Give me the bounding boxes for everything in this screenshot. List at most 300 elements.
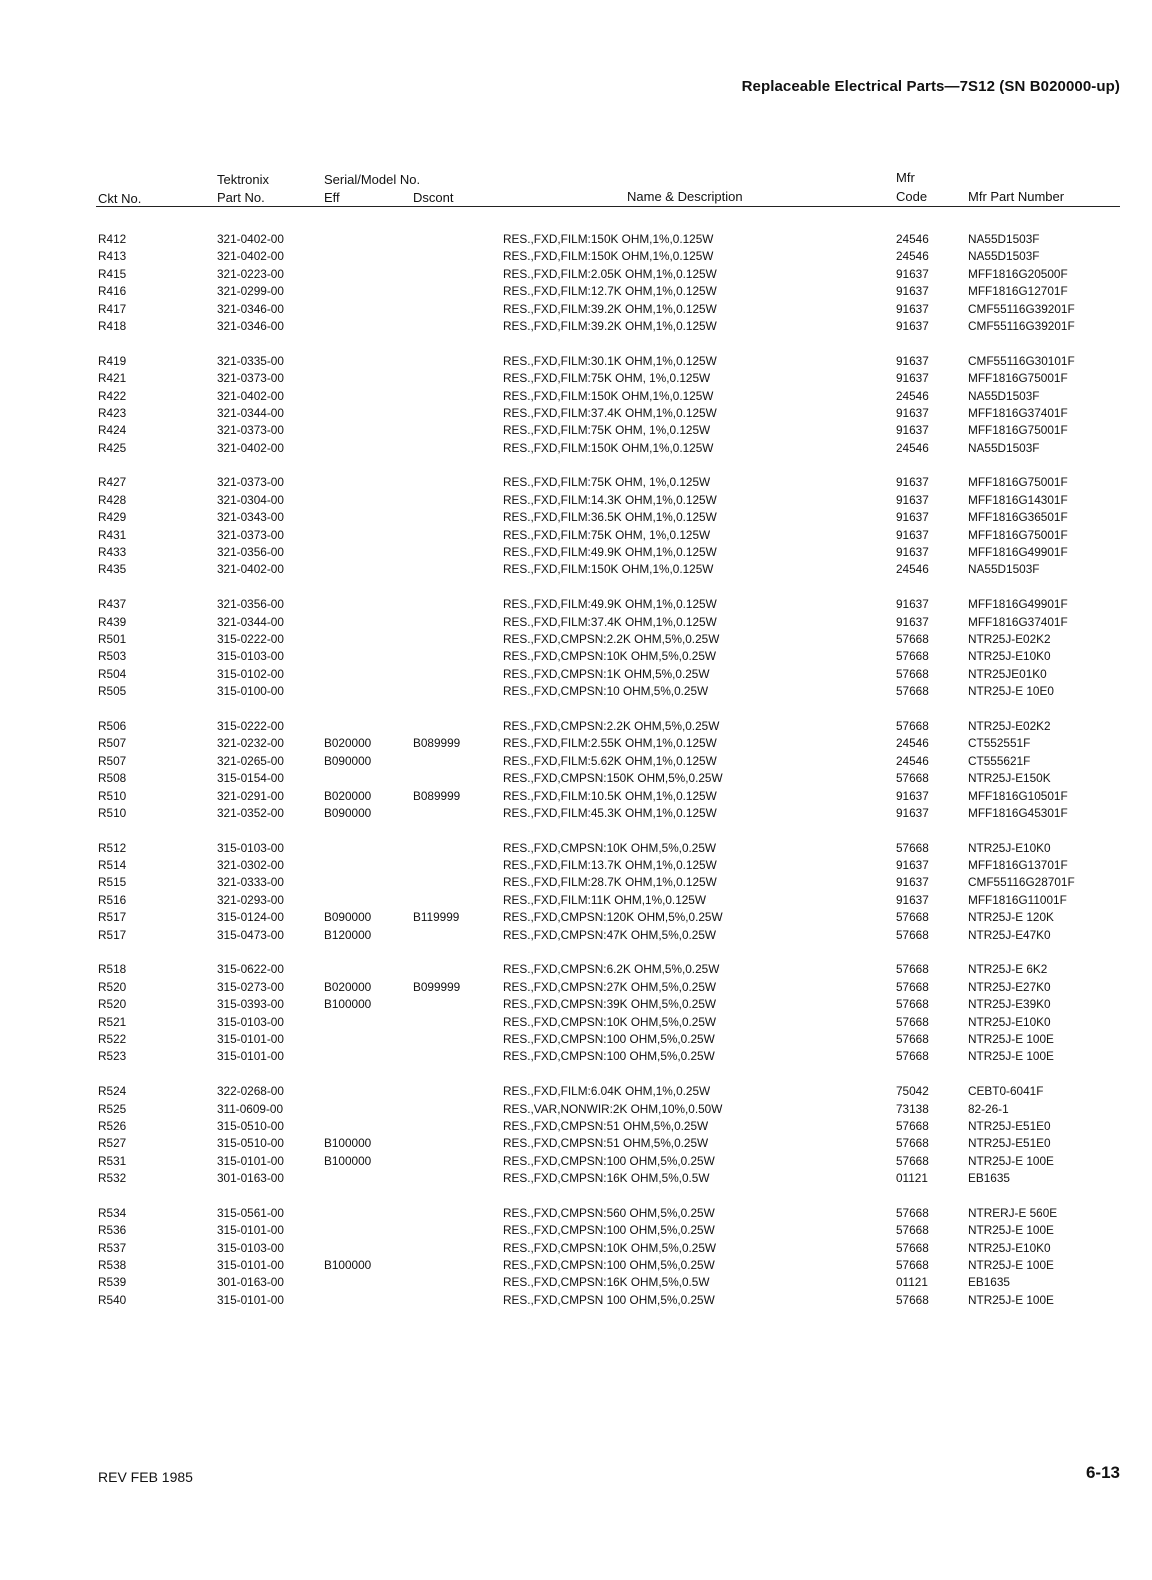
ckt-no-cell: R425 bbox=[98, 440, 127, 455]
description-cell: RES.,FXD,FILM:13.7K OHM,1%,0.125W bbox=[503, 858, 717, 873]
parts-group bbox=[0, 1206, 1152, 1310]
part-no-cell: 321-0402-00 bbox=[217, 388, 284, 403]
description-cell: RES.,FXD,CMPSN:2.2K OHM,5%,0.25W bbox=[503, 631, 720, 646]
description-cell: RES.,FXD,CMPSN:27K OHM,5%,0.25W bbox=[503, 979, 717, 994]
description-cell: RES.,FXD,FILM:5.62K OHM,1%,0.125W bbox=[503, 753, 717, 768]
eff-cell: B090000 bbox=[324, 805, 372, 820]
mfr-code-cell: 91637 bbox=[896, 371, 929, 386]
part-no-cell: 321-0333-00 bbox=[217, 875, 284, 890]
part-no-cell: 315-0124-00 bbox=[217, 910, 284, 925]
description-cell: RES.,FXD,CMPSN:100 OHM,5%,0.25W bbox=[503, 1153, 715, 1168]
table-row bbox=[0, 1258, 1152, 1275]
parts-group bbox=[0, 719, 1152, 823]
header-ckt-no: Ckt No. bbox=[98, 191, 142, 206]
ckt-no-cell: R439 bbox=[98, 614, 127, 629]
table-row bbox=[0, 528, 1152, 545]
mfr-part-number-cell: NTR25J-E51E0 bbox=[968, 1118, 1051, 1133]
table-row bbox=[0, 858, 1152, 875]
mfr-code-cell: 24546 bbox=[896, 562, 929, 577]
table-row bbox=[0, 893, 1152, 910]
description-cell: RES.,FXD,FILM:39.2K OHM,1%,0.125W bbox=[503, 318, 717, 333]
part-no-cell: 315-0222-00 bbox=[217, 631, 284, 646]
part-no-cell: 315-0103-00 bbox=[217, 1240, 284, 1255]
description-cell: RES.,FXD,FILM:2.05K OHM,1%,0.125W bbox=[503, 266, 717, 281]
description-cell: RES.,FXD,FILM:75K OHM, 1%,0.125W bbox=[503, 371, 711, 386]
mfr-part-number-cell: MFF1816G11001F bbox=[968, 892, 1067, 907]
ckt-no-cell: R413 bbox=[98, 249, 127, 264]
mfr-part-number-cell: NTR25J-E 120K bbox=[968, 910, 1054, 925]
description-cell: RES.,FXD,CMPSN:39K OHM,5%,0.25W bbox=[503, 997, 717, 1012]
description-cell: RES.,FXD,FILM:6.04K OHM,1%,0.25W bbox=[503, 1084, 711, 1099]
description-cell: RES.,FXD,CMPSN:560 OHM,5%,0.25W bbox=[503, 1205, 715, 1220]
mfr-part-number-cell: NTR25J-E 100E bbox=[968, 1153, 1054, 1168]
mfr-code-cell: 91637 bbox=[896, 858, 929, 873]
table-row bbox=[0, 754, 1152, 771]
part-no-cell: 321-0223-00 bbox=[217, 266, 284, 281]
part-no-cell: 315-0100-00 bbox=[217, 684, 284, 699]
table-row bbox=[0, 1154, 1152, 1171]
mfr-part-number-cell: NA55D1503F bbox=[968, 388, 1040, 403]
ckt-no-cell: R522 bbox=[98, 1031, 127, 1046]
mfr-part-number-cell: NTR25J-E27K0 bbox=[968, 979, 1051, 994]
table-row bbox=[0, 1241, 1152, 1258]
part-no-cell: 315-0102-00 bbox=[217, 666, 284, 681]
page-title: Replaceable Electrical Parts—7S12 (SN B020000-up) bbox=[741, 78, 1120, 95]
mfr-code-cell: 57668 bbox=[896, 910, 929, 925]
mfr-code-cell: 57668 bbox=[896, 1292, 929, 1307]
part-no-cell: 322-0268-00 bbox=[217, 1084, 284, 1099]
part-no-cell: 315-0103-00 bbox=[217, 840, 284, 855]
table-row bbox=[0, 841, 1152, 858]
mfr-part-number-cell: NA55D1503F bbox=[968, 249, 1040, 264]
ckt-no-cell: R501 bbox=[98, 631, 127, 646]
ckt-no-cell: R510 bbox=[98, 788, 127, 803]
mfr-part-number-cell: NTR25J-E150K bbox=[968, 771, 1051, 786]
table-row bbox=[0, 997, 1152, 1014]
mfr-code-cell: 24546 bbox=[896, 753, 929, 768]
table-row bbox=[0, 1032, 1152, 1049]
part-no-cell: 321-0293-00 bbox=[217, 892, 284, 907]
description-cell: RES.,FXD,CMPSN:16K OHM,5%,0.5W bbox=[503, 1275, 710, 1290]
table-row bbox=[0, 684, 1152, 701]
mfr-part-number-cell: NTR25J-E 6K2 bbox=[968, 962, 1048, 977]
table-row bbox=[0, 980, 1152, 997]
table-row bbox=[0, 928, 1152, 945]
description-cell: RES.,FXD,FILM:14.3K OHM,1%,0.125W bbox=[503, 492, 717, 507]
dscont-cell: B099999 bbox=[413, 979, 461, 994]
mfr-code-cell: 57668 bbox=[896, 1118, 929, 1133]
description-cell: RES.,FXD,FILM:11K OHM,1%,0.125W bbox=[503, 892, 707, 907]
ckt-no-cell: R538 bbox=[98, 1258, 127, 1273]
table-row bbox=[0, 249, 1152, 266]
mfr-code-cell: 57668 bbox=[896, 1240, 929, 1255]
table-row bbox=[0, 771, 1152, 788]
part-no-cell: 315-0473-00 bbox=[217, 927, 284, 942]
ckt-no-cell: R419 bbox=[98, 353, 127, 368]
parts-group bbox=[0, 597, 1152, 701]
description-cell: RES.,FXD,FILM:45.3K OHM,1%,0.125W bbox=[503, 805, 717, 820]
mfr-part-number-cell: NTR25J-E 100E bbox=[968, 1049, 1054, 1064]
mfr-code-cell: 91637 bbox=[896, 353, 929, 368]
part-no-cell: 321-0299-00 bbox=[217, 284, 284, 299]
ckt-no-cell: R532 bbox=[98, 1171, 127, 1186]
header-part-no-top: Tektronix bbox=[217, 172, 270, 187]
mfr-part-number-cell: MFF1816G75001F bbox=[968, 475, 1068, 490]
description-cell: RES.,FXD,FILM:37.4K OHM,1%,0.125W bbox=[503, 614, 717, 629]
part-no-cell: 315-0510-00 bbox=[217, 1118, 284, 1133]
description-cell: RES.,FXD,FILM:75K OHM, 1%,0.125W bbox=[503, 527, 711, 542]
ckt-no-cell: R537 bbox=[98, 1240, 127, 1255]
description-cell: RES.,FXD,CMPSN:1K OHM,5%,0.25W bbox=[503, 666, 710, 681]
description-cell: RES.,FXD,FILM:150K OHM,1%,0.125W bbox=[503, 249, 714, 264]
mfr-code-cell: 57668 bbox=[896, 1014, 929, 1029]
mfr-part-number-cell: NTR25J-E 100E bbox=[968, 1223, 1054, 1238]
part-no-cell: 321-0402-00 bbox=[217, 232, 284, 246]
mfr-part-number-cell: MFF1816G36501F bbox=[968, 510, 1068, 525]
description-cell: RES.,FXD,CMPSN:100 OHM,5%,0.25W bbox=[503, 1049, 715, 1064]
ckt-no-cell: R504 bbox=[98, 666, 127, 681]
description-cell: RES.,FXD,CMPSN:6.2K OHM,5%,0.25W bbox=[503, 962, 720, 977]
description-cell: RES.,FXD,CMPSN:51 OHM,5%,0.25W bbox=[503, 1118, 709, 1133]
ckt-no-cell: R534 bbox=[98, 1205, 127, 1220]
part-no-cell: 321-0373-00 bbox=[217, 371, 284, 386]
part-no-cell: 315-0101-00 bbox=[217, 1049, 284, 1064]
ckt-no-cell: R510 bbox=[98, 805, 127, 820]
table-row bbox=[0, 1171, 1152, 1188]
mfr-part-number-cell: 82-26-1 bbox=[968, 1101, 1009, 1116]
part-no-cell: 321-0373-00 bbox=[217, 423, 284, 438]
table-row bbox=[0, 649, 1152, 666]
ckt-no-cell: R507 bbox=[98, 736, 127, 751]
mfr-part-number-cell: EB1635 bbox=[968, 1171, 1010, 1186]
header-part-no-bottom: Part No. bbox=[217, 190, 265, 205]
table-row bbox=[0, 1119, 1152, 1136]
mfr-code-cell: 91637 bbox=[896, 875, 929, 890]
table-row bbox=[0, 597, 1152, 614]
part-no-cell: 321-0346-00 bbox=[217, 318, 284, 333]
table-row bbox=[0, 806, 1152, 823]
part-no-cell: 315-0103-00 bbox=[217, 1014, 284, 1029]
parts-group bbox=[0, 232, 1152, 336]
table-row bbox=[0, 389, 1152, 406]
table-row bbox=[0, 371, 1152, 388]
mfr-part-number-cell: NTR25JE01K0 bbox=[968, 666, 1047, 681]
table-row bbox=[0, 475, 1152, 492]
mfr-code-cell: 24546 bbox=[896, 249, 929, 264]
part-no-cell: 315-0154-00 bbox=[217, 771, 284, 786]
part-no-cell: 321-0232-00 bbox=[217, 736, 284, 751]
mfr-code-cell: 91637 bbox=[896, 805, 929, 820]
description-cell: RES.,FXD,CMPSN:10K OHM,5%,0.25W bbox=[503, 1240, 717, 1255]
table-row bbox=[0, 545, 1152, 562]
part-no-cell: 315-0222-00 bbox=[217, 718, 284, 733]
mfr-part-number-cell: NTR25J-E47K0 bbox=[968, 927, 1051, 942]
mfr-part-number-cell: CT555621F bbox=[968, 753, 1031, 768]
mfr-code-cell: 91637 bbox=[896, 423, 929, 438]
ckt-no-cell: R520 bbox=[98, 979, 127, 994]
mfr-code-cell: 57668 bbox=[896, 631, 929, 646]
eff-cell: B020000 bbox=[324, 736, 372, 751]
mfr-part-number-cell: NTRERJ-E 560E bbox=[968, 1205, 1058, 1220]
mfr-part-number-cell: NTR25J-E51E0 bbox=[968, 1136, 1051, 1151]
mfr-part-number-cell: NTR25J-E 100E bbox=[968, 1258, 1054, 1273]
mfr-code-cell: 91637 bbox=[896, 284, 929, 299]
part-no-cell: 315-0273-00 bbox=[217, 979, 284, 994]
mfr-part-number-cell: MFF1816G14301F bbox=[968, 492, 1068, 507]
ckt-no-cell: R515 bbox=[98, 875, 127, 890]
mfr-part-number-cell: NTR25J-E10K0 bbox=[968, 840, 1051, 855]
part-no-cell: 321-0402-00 bbox=[217, 562, 284, 577]
part-no-cell: 321-0402-00 bbox=[217, 440, 284, 455]
dscont-cell: B089999 bbox=[413, 788, 461, 803]
mfr-part-number-cell: CMF55116G28701F bbox=[968, 875, 1075, 890]
description-cell: RES.,FXD,CMPSN:47K OHM,5%,0.25W bbox=[503, 927, 717, 942]
part-no-cell: 321-0356-00 bbox=[217, 597, 284, 612]
mfr-part-number-cell: MFF1816G12701F bbox=[968, 284, 1068, 299]
mfr-part-number-cell: NA55D1503F bbox=[968, 440, 1040, 455]
table-row bbox=[0, 510, 1152, 527]
part-no-cell: 321-0356-00 bbox=[217, 545, 284, 560]
ckt-no-cell: R437 bbox=[98, 597, 127, 612]
ckt-no-cell: R514 bbox=[98, 858, 127, 873]
part-no-cell: 321-0291-00 bbox=[217, 788, 284, 803]
part-no-cell: 315-0561-00 bbox=[217, 1205, 284, 1220]
mfr-code-cell: 91637 bbox=[896, 892, 929, 907]
mfr-code-cell: 57668 bbox=[896, 962, 929, 977]
mfr-part-number-cell: NTR25J-E10K0 bbox=[968, 1240, 1051, 1255]
mfr-code-cell: 24546 bbox=[896, 440, 929, 455]
table-row bbox=[0, 632, 1152, 649]
part-no-cell: 321-0373-00 bbox=[217, 527, 284, 542]
table-row bbox=[0, 667, 1152, 684]
ckt-no-cell: R421 bbox=[98, 371, 127, 386]
part-no-cell: 301-0163-00 bbox=[217, 1171, 284, 1186]
ckt-no-cell: R505 bbox=[98, 684, 127, 699]
table-row bbox=[0, 962, 1152, 979]
eff-cell: B100000 bbox=[324, 1153, 372, 1168]
eff-cell: B100000 bbox=[324, 1258, 372, 1273]
mfr-part-number-cell: NTR25J-E39K0 bbox=[968, 997, 1051, 1012]
mfr-code-cell: 57668 bbox=[896, 1049, 929, 1064]
table-row bbox=[0, 615, 1152, 632]
ckt-no-cell: R416 bbox=[98, 284, 127, 299]
table-row bbox=[0, 1136, 1152, 1153]
table-row bbox=[0, 1049, 1152, 1066]
mfr-code-cell: 91637 bbox=[896, 475, 929, 490]
ckt-no-cell: R503 bbox=[98, 649, 127, 664]
parts-group bbox=[0, 962, 1152, 1066]
description-cell: RES.,FXD,CMPSN:100 OHM,5%,0.25W bbox=[503, 1223, 715, 1238]
table-row bbox=[0, 1275, 1152, 1292]
table-row bbox=[0, 1015, 1152, 1032]
part-no-cell: 315-0393-00 bbox=[217, 997, 284, 1012]
description-cell: RES.,FXD,FILM:49.9K OHM,1%,0.125W bbox=[503, 597, 717, 612]
mfr-code-cell: 57668 bbox=[896, 1153, 929, 1168]
mfr-code-cell: 24546 bbox=[896, 736, 929, 751]
description-cell: RES.,FXD,FILM:150K OHM,1%,0.125W bbox=[503, 232, 714, 246]
part-no-cell: 315-0101-00 bbox=[217, 1292, 284, 1307]
description-cell: RES.,FXD,FILM:36.5K OHM,1%,0.125W bbox=[503, 510, 717, 525]
ckt-no-cell: R423 bbox=[98, 405, 127, 420]
eff-cell: B090000 bbox=[324, 753, 372, 768]
mfr-code-cell: 57668 bbox=[896, 1223, 929, 1238]
mfr-part-number-cell: CT552551F bbox=[968, 736, 1031, 751]
mfr-part-number-cell: MFF1816G20500F bbox=[968, 266, 1068, 281]
ckt-no-cell: R429 bbox=[98, 510, 127, 525]
table-row bbox=[0, 875, 1152, 892]
part-no-cell: 321-0402-00 bbox=[217, 249, 284, 264]
ckt-no-cell: R427 bbox=[98, 475, 127, 490]
dscont-cell: B119999 bbox=[413, 910, 460, 925]
ckt-no-cell: R507 bbox=[98, 753, 127, 768]
description-cell: RES.,FXD,CMPSN:150K OHM,5%,0.25W bbox=[503, 771, 723, 786]
description-cell: RES.,FXD,FILM:150K OHM,1%,0.125W bbox=[503, 440, 714, 455]
mfr-part-number-cell: NTR25J-E 100E bbox=[968, 1031, 1054, 1046]
ckt-no-cell: R422 bbox=[98, 388, 127, 403]
part-no-cell: 315-0101-00 bbox=[217, 1223, 284, 1238]
ckt-no-cell: R518 bbox=[98, 962, 127, 977]
mfr-code-cell: 57668 bbox=[896, 1136, 929, 1151]
mfr-code-cell: 91637 bbox=[896, 492, 929, 507]
part-no-cell: 321-0346-00 bbox=[217, 301, 284, 316]
mfr-code-cell: 57668 bbox=[896, 771, 929, 786]
part-no-cell: 311-0609-00 bbox=[217, 1101, 284, 1116]
header-serial-model: Serial/Model No. bbox=[324, 172, 421, 187]
mfr-part-number-cell: EB1635 bbox=[968, 1275, 1010, 1290]
parts-group bbox=[0, 841, 1152, 945]
header-mfr-code-top: Mfr bbox=[896, 170, 915, 185]
description-cell: RES.,FXD,FILM:75K OHM, 1%,0.125W bbox=[503, 475, 711, 490]
ckt-no-cell: R506 bbox=[98, 718, 127, 733]
mfr-code-cell: 24546 bbox=[896, 388, 929, 403]
mfr-code-cell: 91637 bbox=[896, 266, 929, 281]
table-row bbox=[0, 562, 1152, 579]
mfr-part-number-cell: NTR25J-E10K0 bbox=[968, 649, 1051, 664]
ckt-no-cell: R516 bbox=[98, 892, 127, 907]
mfr-part-number-cell: NTR25J-E 10E0 bbox=[968, 684, 1054, 699]
mfr-code-cell: 57668 bbox=[896, 718, 929, 733]
parts-group bbox=[0, 475, 1152, 579]
description-cell: RES.,FXD,CMPSN:10K OHM,5%,0.25W bbox=[503, 840, 717, 855]
ckt-no-cell: R418 bbox=[98, 318, 127, 333]
description-cell: RES.,FXD,FILM:39.2K OHM,1%,0.125W bbox=[503, 301, 717, 316]
mfr-code-cell: 91637 bbox=[896, 614, 929, 629]
description-cell: RES.,FXD,FILM:2.55K OHM,1%,0.125W bbox=[503, 736, 717, 751]
description-cell: RES.,FXD,FILM:10.5K OHM,1%,0.125W bbox=[503, 788, 717, 803]
description-cell: RES.,FXD,CMPSN:120K OHM,5%,0.25W bbox=[503, 910, 723, 925]
header-mfr-part-number: Mfr Part Number bbox=[968, 189, 1065, 204]
mfr-code-cell: 91637 bbox=[896, 318, 929, 333]
description-cell: RES.,FXD,FILM:150K OHM,1%,0.125W bbox=[503, 562, 714, 577]
mfr-part-number-cell: MFF1816G75001F bbox=[968, 423, 1068, 438]
mfr-part-number-cell: MFF1816G49901F bbox=[968, 545, 1068, 560]
part-no-cell: 321-0304-00 bbox=[217, 492, 284, 507]
table-row bbox=[0, 406, 1152, 423]
mfr-part-number-cell: MFF1816G49901F bbox=[968, 597, 1068, 612]
ckt-no-cell: R536 bbox=[98, 1223, 127, 1238]
ckt-no-cell: R526 bbox=[98, 1118, 127, 1133]
mfr-part-number-cell: MFF1816G37401F bbox=[968, 614, 1068, 629]
page-number: 6-13 bbox=[1085, 1463, 1120, 1482]
eff-cell: B100000 bbox=[324, 997, 372, 1012]
part-no-cell: 315-0103-00 bbox=[217, 649, 284, 664]
mfr-part-number-cell: NTR25J-E02K2 bbox=[968, 631, 1051, 646]
table-row bbox=[0, 1223, 1152, 1240]
part-no-cell: 315-0510-00 bbox=[217, 1136, 284, 1151]
ckt-no-cell: R525 bbox=[98, 1101, 127, 1116]
mfr-code-cell: 91637 bbox=[896, 545, 929, 560]
description-cell: RES.,FXD,CMPSN:10K OHM,5%,0.25W bbox=[503, 1014, 717, 1029]
mfr-code-cell: 57668 bbox=[896, 840, 929, 855]
table-row bbox=[0, 302, 1152, 319]
mfr-part-number-cell: NTR25J-E 100E bbox=[968, 1292, 1054, 1307]
ckt-no-cell: R517 bbox=[98, 927, 127, 942]
part-no-cell: 315-0101-00 bbox=[217, 1258, 284, 1273]
description-cell: RES.,FXD,FILM:12.7K OHM,1%,0.125W bbox=[503, 284, 717, 299]
mfr-part-number-cell: NA55D1503F bbox=[968, 562, 1040, 577]
table-row bbox=[0, 1084, 1152, 1101]
table-row bbox=[0, 441, 1152, 458]
mfr-part-number-cell: NTR25J-E02K2 bbox=[968, 718, 1051, 733]
ckt-no-cell: R527 bbox=[98, 1136, 127, 1151]
table-row bbox=[0, 423, 1152, 440]
table-row bbox=[0, 267, 1152, 284]
ckt-no-cell: R428 bbox=[98, 492, 127, 507]
mfr-part-number-cell: MFF1816G45301F bbox=[968, 805, 1068, 820]
header-name-description: Name & Description bbox=[627, 189, 743, 204]
revision-footer: REV FEB 1985 bbox=[98, 1469, 193, 1485]
mfr-part-number-cell: CMF55116G30101F bbox=[968, 353, 1075, 368]
ckt-no-cell: R433 bbox=[98, 545, 127, 560]
description-cell: RES.,FXD,CMPSN:10 OHM,5%,0.25W bbox=[503, 684, 709, 699]
parts-group bbox=[0, 354, 1152, 458]
ckt-no-cell: R415 bbox=[98, 266, 127, 281]
table-row bbox=[0, 719, 1152, 736]
mfr-code-cell: 91637 bbox=[896, 510, 929, 525]
header-dscont: Dscont bbox=[413, 190, 454, 205]
part-no-cell: 321-0265-00 bbox=[217, 753, 284, 768]
table-row bbox=[0, 910, 1152, 927]
mfr-code-cell: 57668 bbox=[896, 1031, 929, 1046]
mfr-code-cell: 91637 bbox=[896, 527, 929, 542]
description-cell: RES.,FXD,FILM:75K OHM, 1%,0.125W bbox=[503, 423, 711, 438]
mfr-code-cell: 57668 bbox=[896, 1258, 929, 1273]
eff-cell: B120000 bbox=[324, 927, 372, 942]
ckt-no-cell: R531 bbox=[98, 1153, 127, 1168]
ckt-no-cell: R524 bbox=[98, 1084, 127, 1099]
mfr-code-cell: 24546 bbox=[896, 232, 929, 246]
table-row bbox=[0, 736, 1152, 753]
part-no-cell: 301-0163-00 bbox=[217, 1275, 284, 1290]
ckt-no-cell: R417 bbox=[98, 301, 127, 316]
table-row bbox=[0, 493, 1152, 510]
parts-list bbox=[0, 232, 1152, 1328]
description-cell: RES.,FXD,CMPSN:2.2K OHM,5%,0.25W bbox=[503, 718, 720, 733]
description-cell: RES.,FXD,CMPSN:100 OHM,5%,0.25W bbox=[503, 1031, 715, 1046]
description-cell: RES.,FXD,FILM:28.7K OHM,1%,0.125W bbox=[503, 875, 717, 890]
eff-cell: B090000 bbox=[324, 910, 372, 925]
table-row bbox=[0, 1102, 1152, 1119]
mfr-code-cell: 75042 bbox=[896, 1084, 929, 1099]
header-mfr-code-bottom: Code bbox=[896, 189, 928, 204]
mfr-code-cell: 73138 bbox=[896, 1101, 929, 1116]
mfr-part-number-cell: MFF1816G37401F bbox=[968, 405, 1068, 420]
description-cell: RES.,FXD,FILM:30.1K OHM,1%,0.125W bbox=[503, 353, 717, 368]
part-no-cell: 321-0344-00 bbox=[217, 614, 284, 629]
mfr-part-number-cell: NTR25J-E10K0 bbox=[968, 1014, 1051, 1029]
ckt-no-cell: R508 bbox=[98, 771, 127, 786]
part-no-cell: 315-0622-00 bbox=[217, 962, 284, 977]
